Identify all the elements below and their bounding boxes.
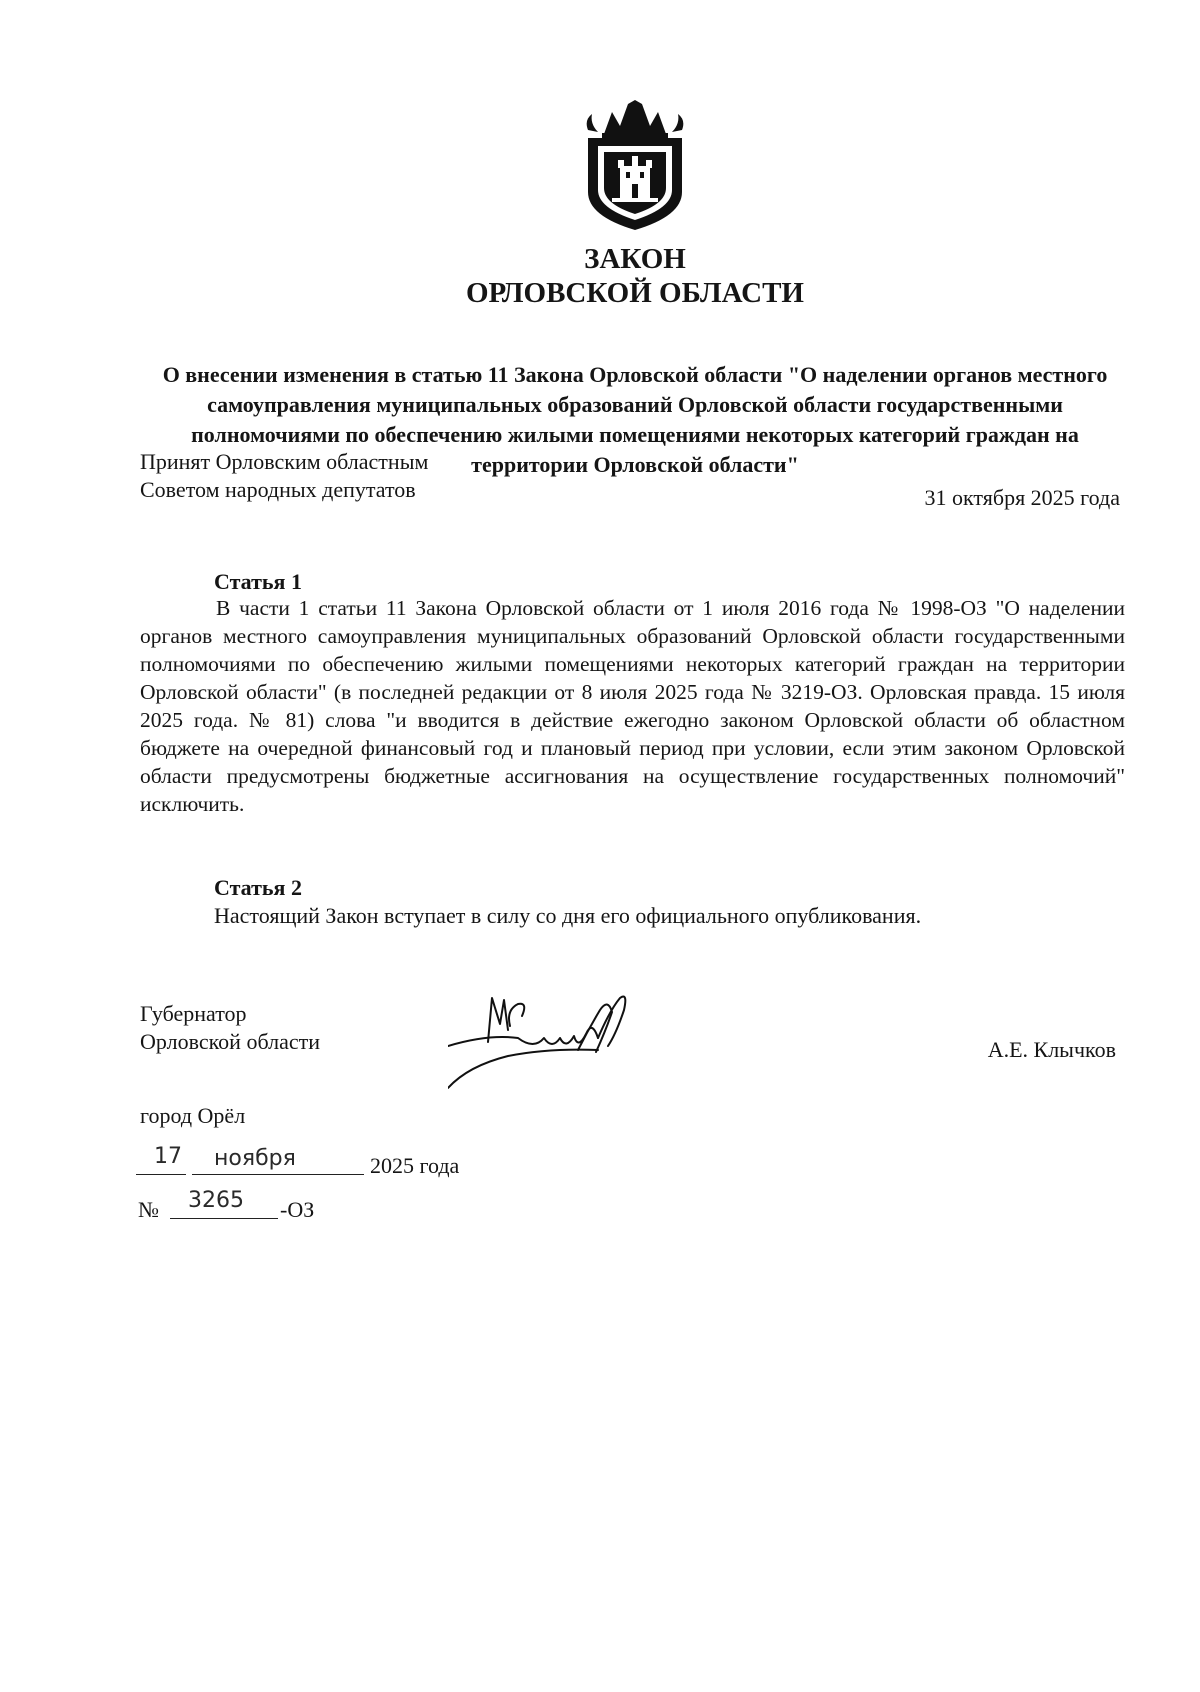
signatory-position-line-2: Орловской области xyxy=(140,1029,320,1054)
coat-of-arms-emblem xyxy=(582,100,688,232)
signatory-name: А.Е. Клычков xyxy=(987,1037,1116,1062)
date-month: ноября xyxy=(214,1146,296,1171)
signatory-position-line-1: Губернатор xyxy=(140,1001,247,1026)
document-title-region: ОРЛОВСКОЙ ОБЛАСТИ xyxy=(465,277,804,309)
handwritten-signature xyxy=(448,990,648,1090)
city: город Орёл xyxy=(140,1103,246,1128)
law-number-prefix: № xyxy=(138,1197,159,1222)
adoption-line-1: Принят Орловским областным xyxy=(140,449,429,474)
article-1-body xyxy=(140,594,1125,818)
law-number-suffix: -ОЗ xyxy=(280,1197,315,1222)
law-subject: О внесении изменения в статью 11 Закона Орловской области "О наделении органов местного самоуправления муниципальных образований Орловской области государственными полномочиями по обеспечению жилыми помещениями некоторых категорий граждан на территории Орловской области" xyxy=(162,362,1108,477)
document-title: ЗАКОН xyxy=(584,243,686,275)
date-day: 17 xyxy=(154,1144,182,1169)
date-month-field xyxy=(192,1146,364,1176)
article-2-title: Статья 2 xyxy=(214,875,302,900)
law-number: 3265 xyxy=(188,1188,244,1213)
article-1-title: Статья 1 xyxy=(214,569,302,594)
law-number-field xyxy=(170,1190,278,1220)
article-1-text: В части 1 статьи 11 Закона Орловской области от 1 июля 2016 года № 1998-ОЗ "О наделении органов местного самоуправления муниципальных образований Орловской области государственными полномочиями по обеспечению жилыми помещениями некоторых категорий граждан на территории Орловской области" (в последней редакции от 8 июля 2025 года № 3219-ОЗ. Орловская правда. 15 июля 2025 года. № 81) слова "и вводится в действие ежегодно законом Орловской области об областном бюджете на очередной финансовый год и плановый период при условии, если этим законом Орловской области предусмотрены бюджетные ассигнования на осуществление государственных полномочий" исключить. xyxy=(140,596,1125,816)
date-day-field xyxy=(136,1146,186,1176)
article-2-text: Настоящий Закон вступает в силу со дня его официального опубликования. xyxy=(214,903,922,928)
adoption-line-2: Советом народных депутатов xyxy=(140,477,416,502)
adoption-date: 31 октября 2025 года xyxy=(924,485,1120,510)
date-year: 2025 года xyxy=(370,1153,460,1178)
